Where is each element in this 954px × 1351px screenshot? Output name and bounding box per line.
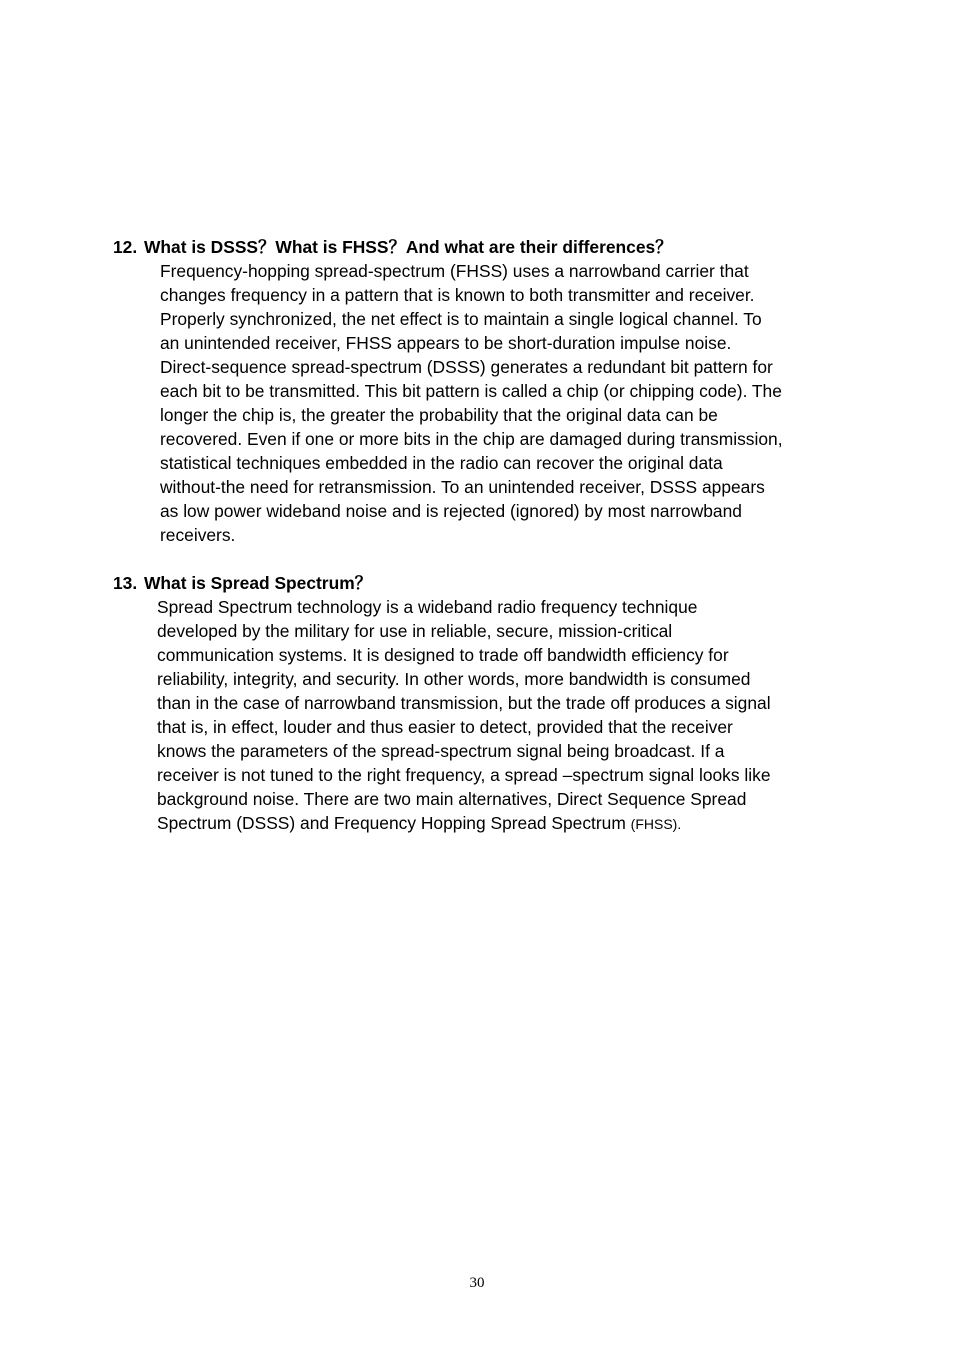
answer-line: knows the parameters of the spread-spectrum signal being broadcast. If a (157, 741, 725, 761)
fhss-abbreviation: (FHSS). (630, 816, 682, 832)
answer-line: statistical techniques embedded in the radio can recover the original data (160, 453, 723, 473)
answer-line: background noise. There are two main alternatives, Direct Sequence Spread (157, 789, 747, 809)
answer-line: Frequency-hopping spread-spectrum (FHSS) uses a narrowband carrier that (160, 261, 749, 281)
answer-line: Properly synchronized, the net effect is to maintain a single logical channel. To (160, 309, 762, 329)
answer-line: recovered. Even if one or more bits in the chip are damaged during transmission, (160, 429, 783, 449)
answer-last-line-text: Spectrum (DSSS) and Frequency Hopping Spread Spectrum (157, 813, 626, 833)
question-12-title: What is DSSS？What is FHSS？And what are their differences？ (144, 237, 673, 257)
answer-line: each bit to be transmitted. This bit pattern is called a chip (or chipping code). The (160, 381, 782, 401)
answer-line: an unintended receiver, FHSS appears to be short-duration impulse noise. (160, 333, 732, 353)
answer-line: Direct-sequence spread-spectrum (DSSS) generates a redundant bit pattern for (160, 357, 773, 377)
answer-line: than in the case of narrowband transmission, but the trade off produces a signal (157, 693, 771, 713)
answer-line: communication systems. It is designed to trade off bandwidth efficiency for (157, 645, 729, 665)
question-12-heading (113, 235, 853, 259)
answer-line: Spread Spectrum technology is a wideband radio frequency technique (157, 597, 698, 617)
question-13-heading (113, 571, 853, 595)
question-12-answer (160, 259, 853, 547)
question-12-number: 12. (113, 237, 138, 257)
answer-line: receiver is not tuned to the right frequency, a spread –spectrum signal looks like (157, 765, 771, 785)
answer-line: reliability, integrity, and security. In other words, more bandwidth is consumed (157, 669, 751, 689)
answer-line: longer the chip is, the greater the probability that the original data can be (160, 405, 718, 425)
answer-line: without-the need for retransmission. To an unintended receiver, DSSS appears (160, 477, 765, 497)
question-12-section (113, 235, 853, 547)
answer-line: changes frequency in a pattern that is known to both transmitter and receiver. (160, 285, 755, 305)
question-13-section (113, 571, 853, 836)
answer-last-line (157, 811, 853, 836)
question-13-answer (157, 595, 853, 836)
answer-line: receivers. (160, 525, 236, 545)
question-13-title: What is Spread Spectrum？ (144, 573, 373, 593)
answer-line: as low power wideband noise and is rejected (ignored) by most narrowband (160, 501, 742, 521)
answer-line: developed by the military for use in reliable, secure, mission-critical (157, 621, 673, 641)
question-13-number: 13. (113, 573, 138, 593)
page-number: 30 (469, 1275, 485, 1291)
answer-line: that is, in effect, louder and thus easier to detect, provided that the receiver (157, 717, 733, 737)
